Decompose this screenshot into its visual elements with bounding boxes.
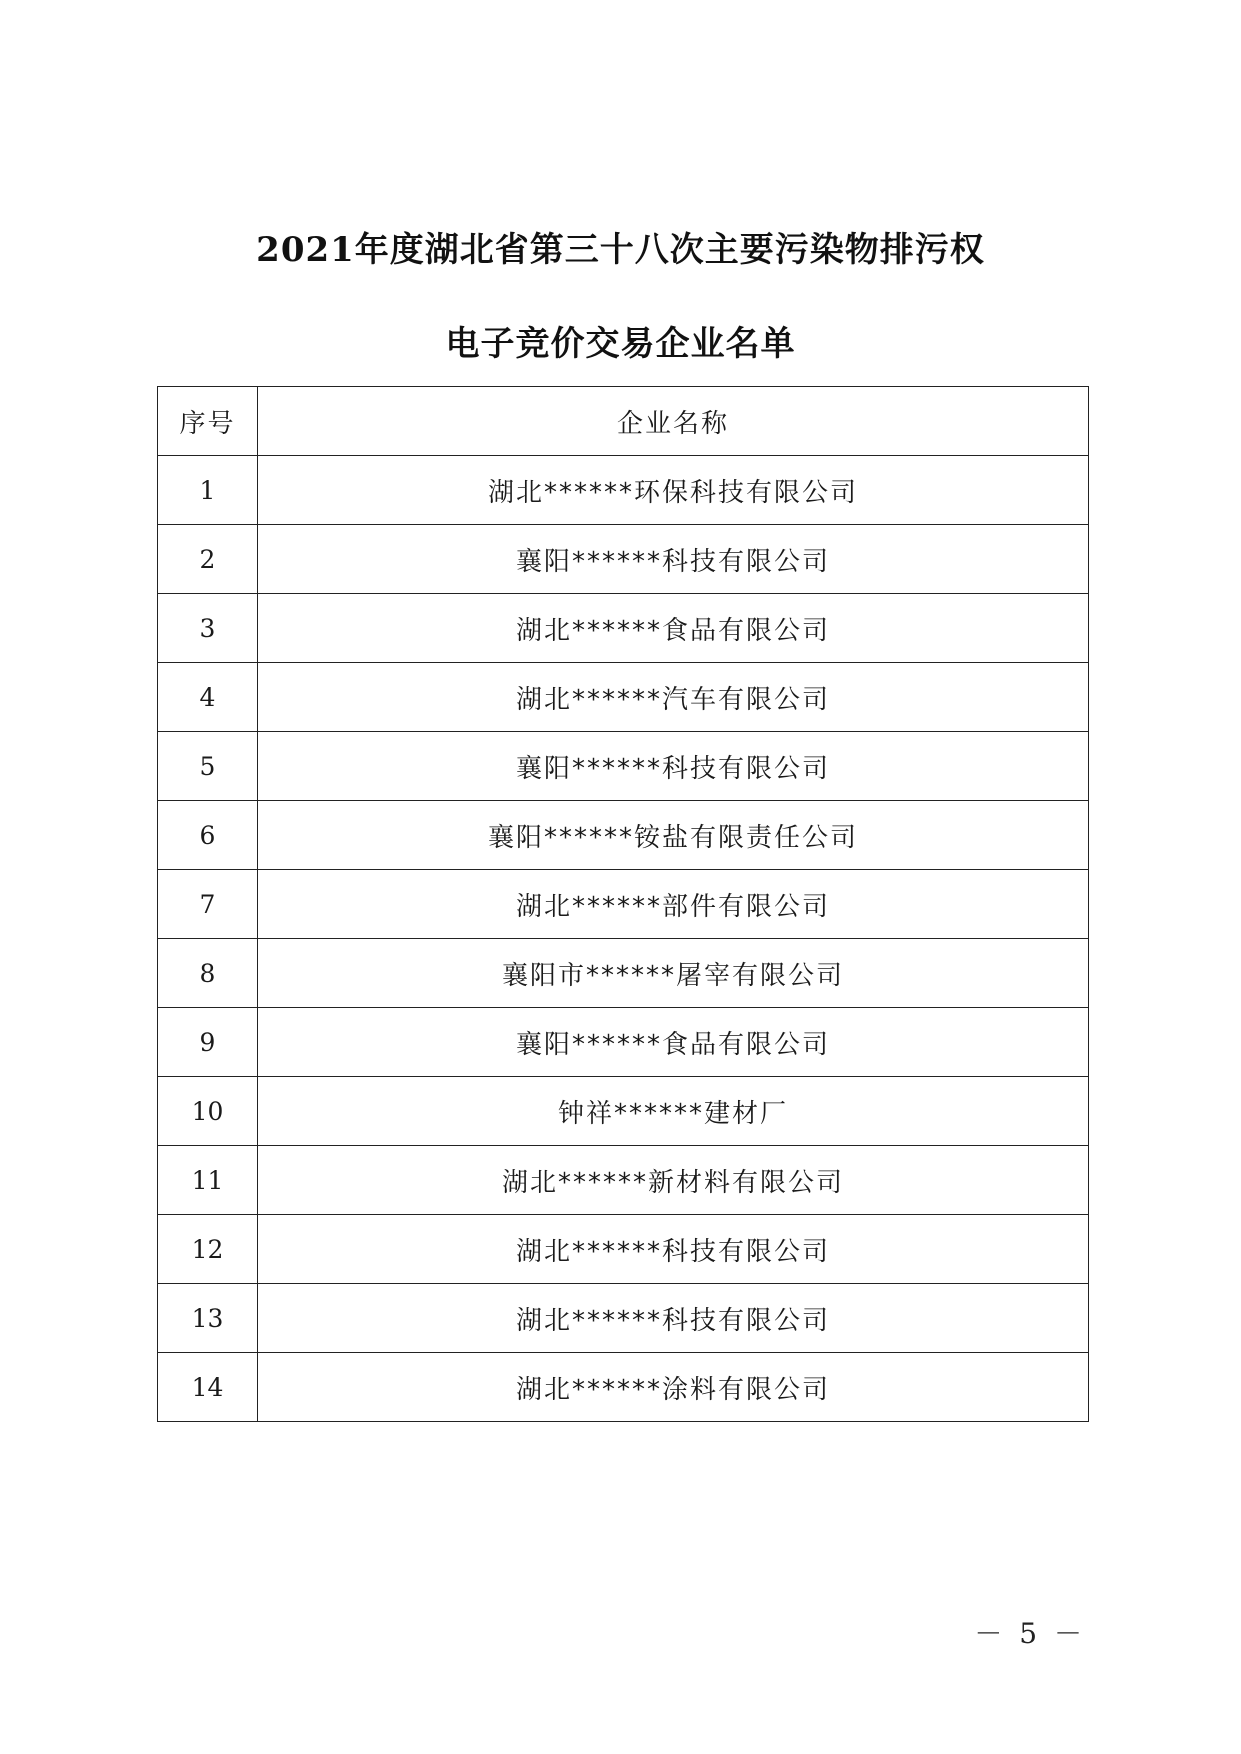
row-company-name: 湖北******新材料有限公司 xyxy=(258,1146,1089,1215)
row-company-name: 湖北******环保科技有限公司 xyxy=(258,456,1089,525)
table-row xyxy=(158,663,1089,732)
document-title-line-1: 2021年度湖北省第三十八次主要污染物排污权 xyxy=(256,230,985,270)
row-serial-number: 6 xyxy=(158,801,258,870)
table-row xyxy=(158,525,1089,594)
row-serial-number: 13 xyxy=(158,1284,258,1353)
row-company-name: 湖北******部件有限公司 xyxy=(258,870,1089,939)
table-row xyxy=(158,801,1089,870)
company-list-table xyxy=(157,386,1089,1422)
table-row xyxy=(158,1008,1089,1077)
row-company-name: 湖北******科技有限公司 xyxy=(258,1284,1089,1353)
row-serial-number: 7 xyxy=(158,870,258,939)
row-company-name: 襄阳******食品有限公司 xyxy=(258,1008,1089,1077)
table-row xyxy=(158,594,1089,663)
row-serial-number: 8 xyxy=(158,939,258,1008)
row-company-name: 湖北******食品有限公司 xyxy=(258,594,1089,663)
row-company-name: 襄阳******科技有限公司 xyxy=(258,732,1089,801)
row-company-name: 钟祥******建材厂 xyxy=(258,1077,1089,1146)
row-serial-number: 14 xyxy=(158,1353,258,1422)
table-row xyxy=(158,1215,1089,1284)
header-company-name: 企业名称 xyxy=(258,387,1089,456)
row-serial-number: 1 xyxy=(158,456,258,525)
row-serial-number: 10 xyxy=(158,1077,258,1146)
table-row xyxy=(158,1077,1089,1146)
table-row xyxy=(158,1284,1089,1353)
table-row xyxy=(158,1353,1089,1422)
row-serial-number: 2 xyxy=(158,525,258,594)
row-serial-number: 12 xyxy=(158,1215,258,1284)
row-company-name: 襄阳******科技有限公司 xyxy=(258,525,1089,594)
row-company-name: 湖北******汽车有限公司 xyxy=(258,663,1089,732)
row-company-name: 襄阳******铵盐有限责任公司 xyxy=(258,801,1089,870)
row-company-name: 襄阳市******屠宰有限公司 xyxy=(258,939,1089,1008)
table-row xyxy=(158,870,1089,939)
page-number: － 5 － xyxy=(974,1617,1086,1650)
row-company-name: 湖北******涂料有限公司 xyxy=(258,1353,1089,1422)
table-row xyxy=(158,456,1089,525)
document-title-line-2: 电子竞价交易企业名单 xyxy=(445,324,796,364)
table-row xyxy=(158,732,1089,801)
row-serial-number: 3 xyxy=(158,594,258,663)
table-row xyxy=(158,939,1089,1008)
row-serial-number: 9 xyxy=(158,1008,258,1077)
row-serial-number: 5 xyxy=(158,732,258,801)
row-serial-number: 4 xyxy=(158,663,258,732)
table-row xyxy=(158,1146,1089,1215)
table-header-row xyxy=(158,387,1089,456)
row-serial-number: 11 xyxy=(158,1146,258,1215)
row-company-name: 湖北******科技有限公司 xyxy=(258,1215,1089,1284)
header-serial-number: 序号 xyxy=(158,387,258,456)
